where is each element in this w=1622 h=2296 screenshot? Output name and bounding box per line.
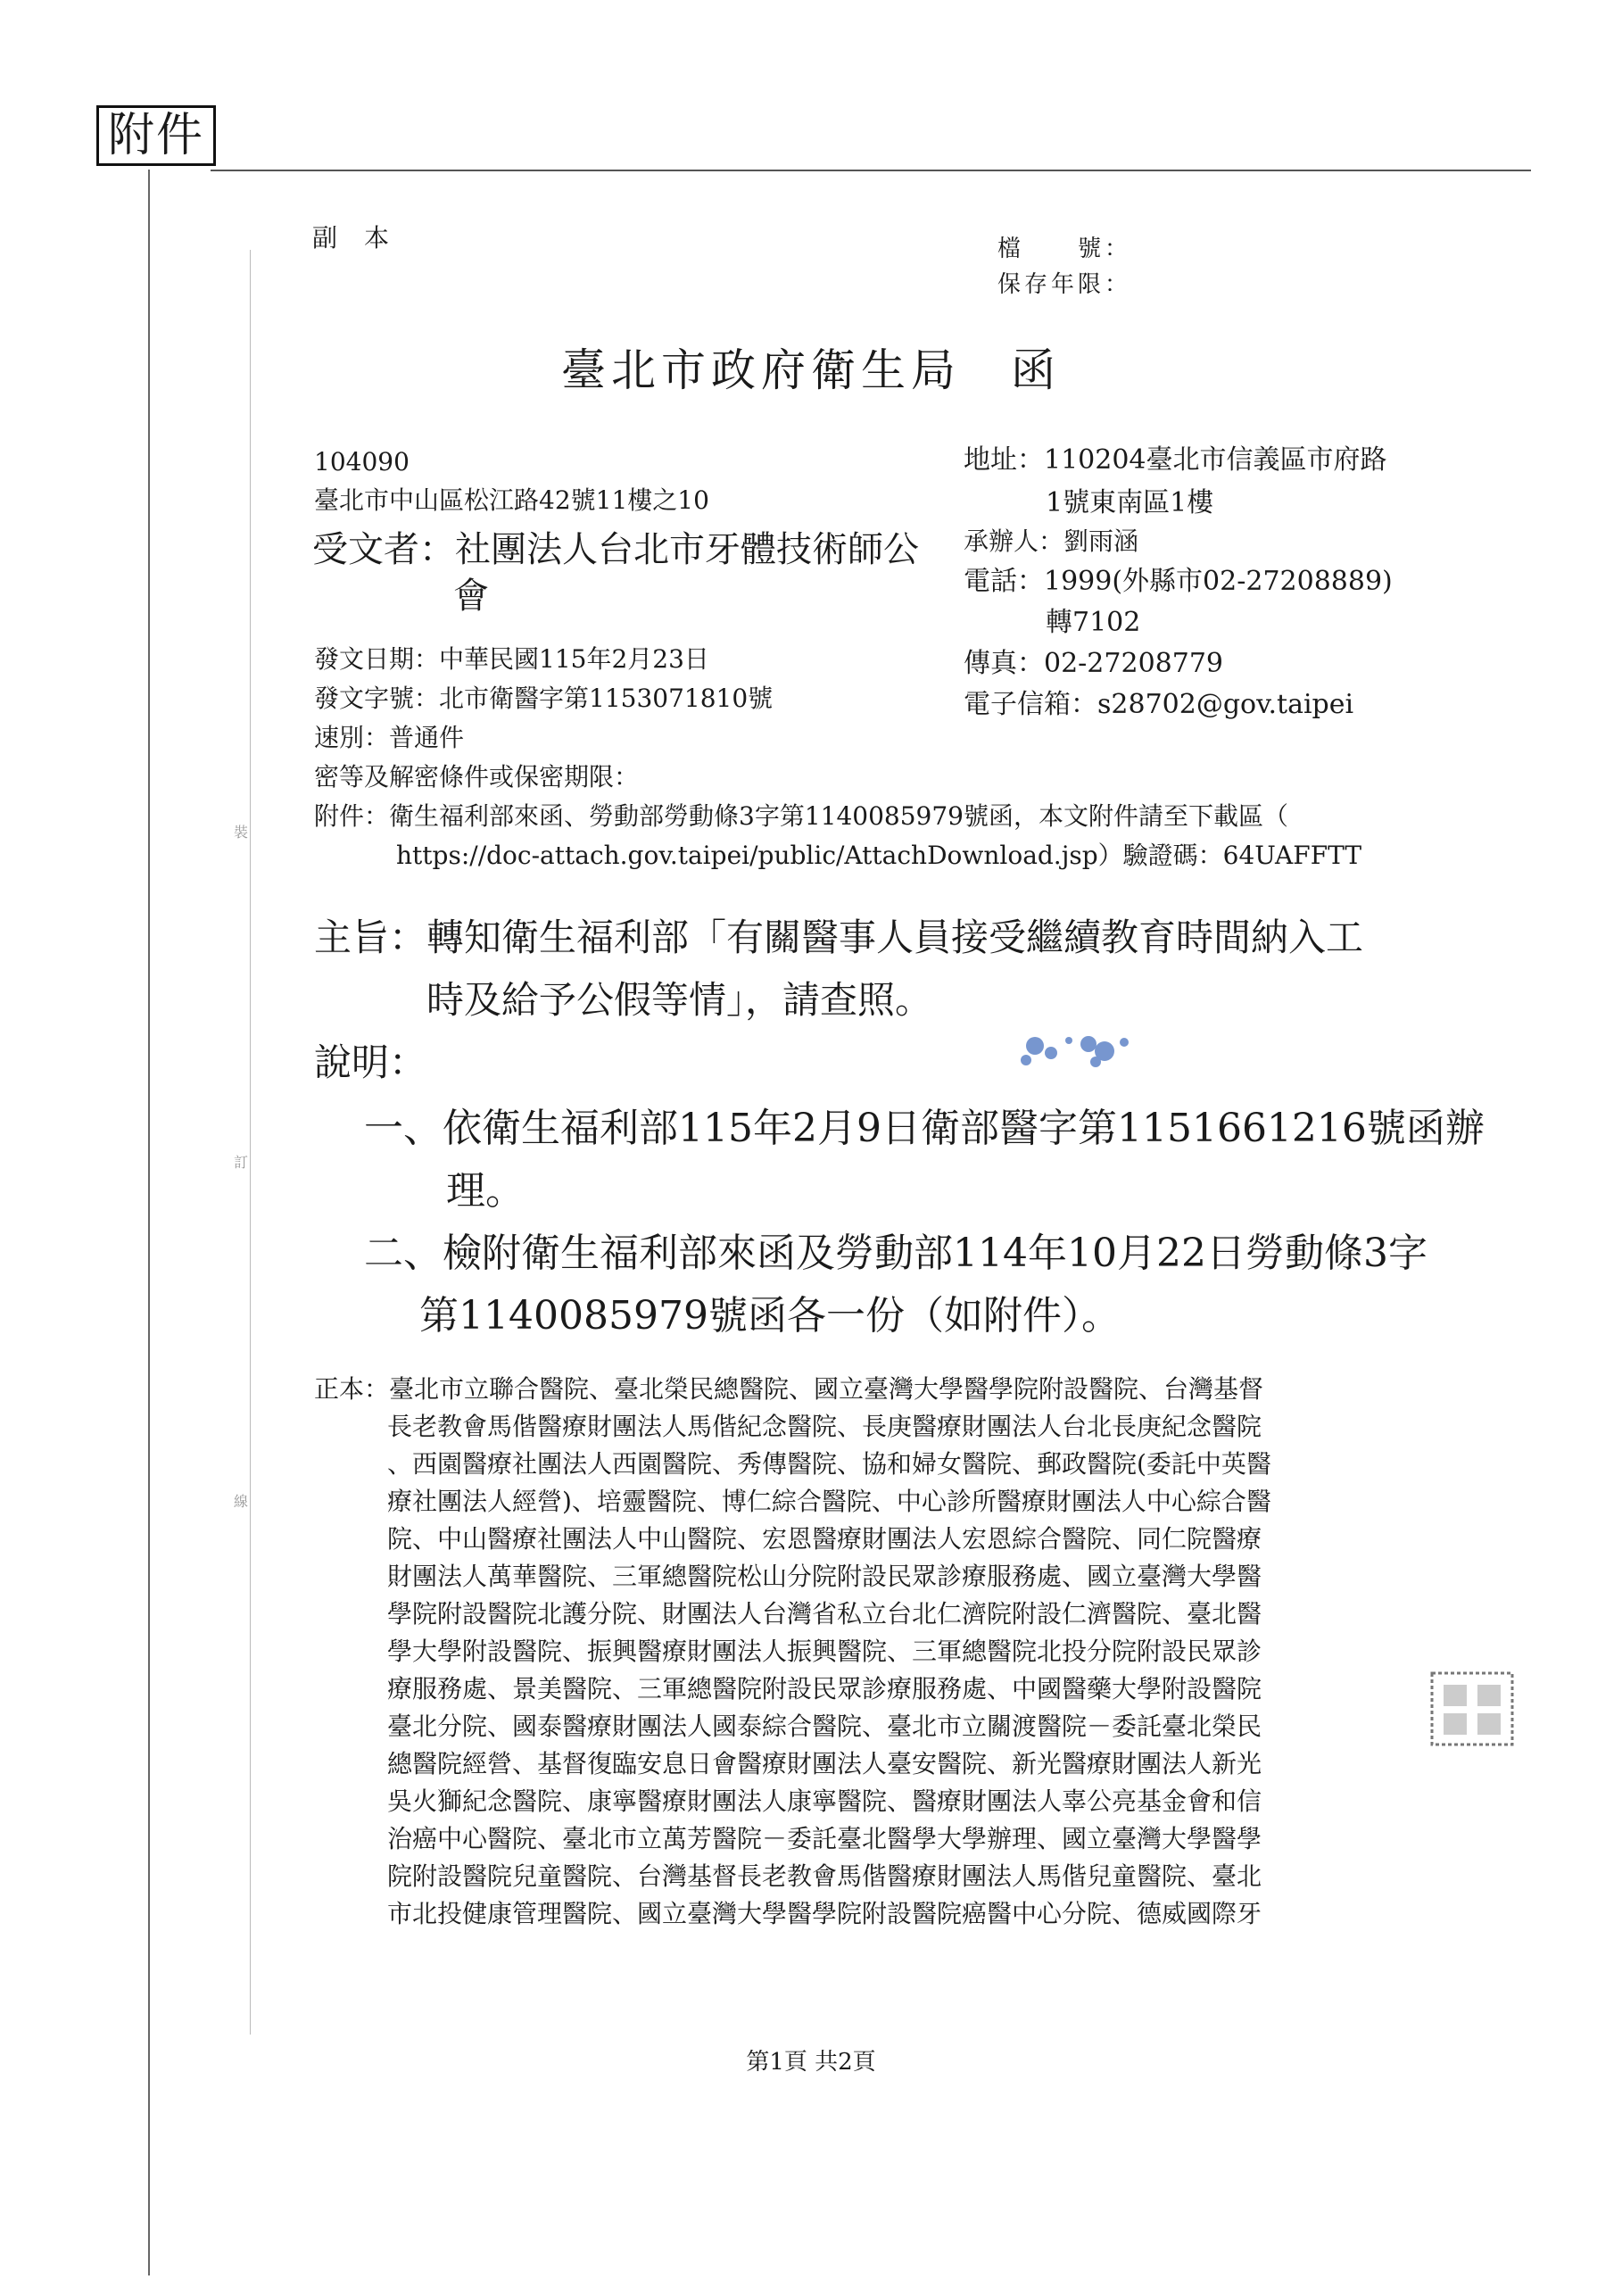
main-recipients-line: 、西園醫療社團法人西園醫院、秀傳醫院、協和婦女醫院、郵政醫院(委託中英醫 [387,1449,1271,1479]
attachment-line1: 附件：衛生福利部來函、勞動部勞動條3字第1140085979號函，本文附件請至下載區（ [314,801,1288,831]
main-recipients-line: 吳火獅紀念醫院、康寧醫療財團法人康寧醫院、醫療財團法人辜公亮基金會和信 [387,1786,1262,1816]
item1-line2: 理。 [446,1168,525,1214]
phone-line2: 轉7102 [1046,607,1141,638]
main-recipients-line: 療服務處、景美醫院、三軍總醫院附設民眾診療服務處、中國醫藥大學附設醫院 [387,1674,1262,1703]
recipient-postcode: 104090 [314,447,410,477]
margin-rule [148,170,150,2275]
main-recipients-line: 財團法人萬華醫院、三軍總醫院松山分院附設民眾診療服務處、國立臺灣大學醫 [387,1562,1262,1591]
header-rule [211,170,1531,171]
binding-line [250,250,251,2035]
fax: 傳真：02-27208779 [964,648,1224,679]
margin-mark-bind: 裝 [234,824,249,841]
main-recipients-line: 臺北分院、國泰醫療財團法人國泰綜合醫院、臺北市立關渡醫院－委託臺北榮民 [387,1712,1262,1741]
page-footer: 第1頁 共2頁 [746,2049,876,2076]
main-recipients-line: 療社團法人經營)、培靈醫院、博仁綜合醫院、中心診所醫療財團法人中心綜合醫 [387,1487,1271,1516]
main-recipients-line: 治癌中心醫院、臺北市立萬芳醫院－委託臺北醫學大學辦理、國立臺灣大學醫學 [387,1824,1262,1853]
margin-mark-line: 線 [234,1493,249,1510]
main-recipients-line: 市北投健康管理醫院、國立臺灣大學醫學院附設醫院癌醫中心分院、德威國際牙 [387,1899,1262,1928]
margin-mark-staple: 訂 [234,1154,249,1171]
urgency: 速別：普通件 [314,723,465,752]
subject-line1: 主旨：轉知衛生福利部「有關醫事人員接受繼續教育時間納入工 [314,916,1364,959]
main-recipients-line: 學大學附設醫院、振興醫療財團法人振興醫院、三軍總醫院北投分院附設民眾診 [387,1637,1262,1666]
main-recipients-line: 院附設醫院兒童醫院、台灣基督長老教會馬偕醫療財團法人馬偕兒童醫院、臺北 [387,1861,1262,1891]
phone-line1: 電話：1999(外縣市02-27208889) [964,566,1393,597]
item2-line1: 二、檢附衛生福利部來函及勞動部114年10月22日勞動條3字 [364,1231,1428,1276]
attachment-line2: https://doc-attach.gov.taipei/public/AttachDownload.jsp）驗證碼：64UAFFTT [396,841,1361,870]
official-seal-icon [1428,1669,1517,1749]
recipient-line1: 受文者：社團法人台北市牙體技術師公 [312,529,919,570]
file-number-label: 檔 號： [997,236,1132,262]
document-title: 臺北市政府衛生局 函 [561,344,1061,396]
subject-line2: 時及給予公假等情」，請查照。 [426,978,933,1022]
main-recipients-line: 總醫院經營、基督復臨安息日會醫療財團法人臺安醫院、新光醫療財團法人新光 [387,1749,1262,1778]
security-level: 密等及解密條件或保密期限： [314,762,640,792]
copy-label: 副本 [312,223,417,253]
main-recipients-line: 院、中山醫療社團法人中山醫院、宏恩醫療財團法人宏恩綜合醫院、同仁院醫療 [387,1524,1262,1554]
recipient-line2: 會 [453,576,489,617]
recipient-address: 臺北市中山區松江路42號11樓之10 [314,485,709,515]
issue-date: 發文日期：中華民國115年2月23日 [314,644,709,674]
sender-address-line1: 地址：110204臺北市信義區市府路 [964,444,1387,476]
main-recipients-line: 長老教會馬偕醫療財團法人馬偕紀念醫院、長庚醫療財團法人台北長庚紀念醫院 [387,1412,1262,1441]
main-recipients-line: 學院附設醫院北護分院、財團法人台灣省私立台北仁濟院附設仁濟醫院、臺北醫 [387,1599,1262,1629]
issue-number: 發文字號：北市衛醫字第1153071810號 [314,684,774,713]
explanation-label: 說明： [314,1040,427,1084]
main-recipients-block [314,1371,1271,1933]
sender-address-line2: 1號東南區1樓 [1046,487,1214,518]
attachment-stamp-label: 附件 [96,105,216,166]
retention-period-label: 保存年限： [997,271,1132,298]
main-recipients-line: 正本：臺北市立聯合醫院、臺北榮民總醫院、國立臺灣大學醫學院附設醫院、台灣基督 [314,1374,1264,1404]
handler: 承辦人：劉雨涵 [964,526,1139,556]
item2-line2: 第1140085979號函各一份（如附件）。 [419,1293,1121,1339]
blue-ink-stamp-icon [999,1017,1142,1080]
email: 電子信箱：s28702@gov.taipei [964,689,1354,720]
item1-line1: 一、依衛生福利部115年2月9日衛部醫字第1151661216號函辦 [364,1106,1485,1151]
